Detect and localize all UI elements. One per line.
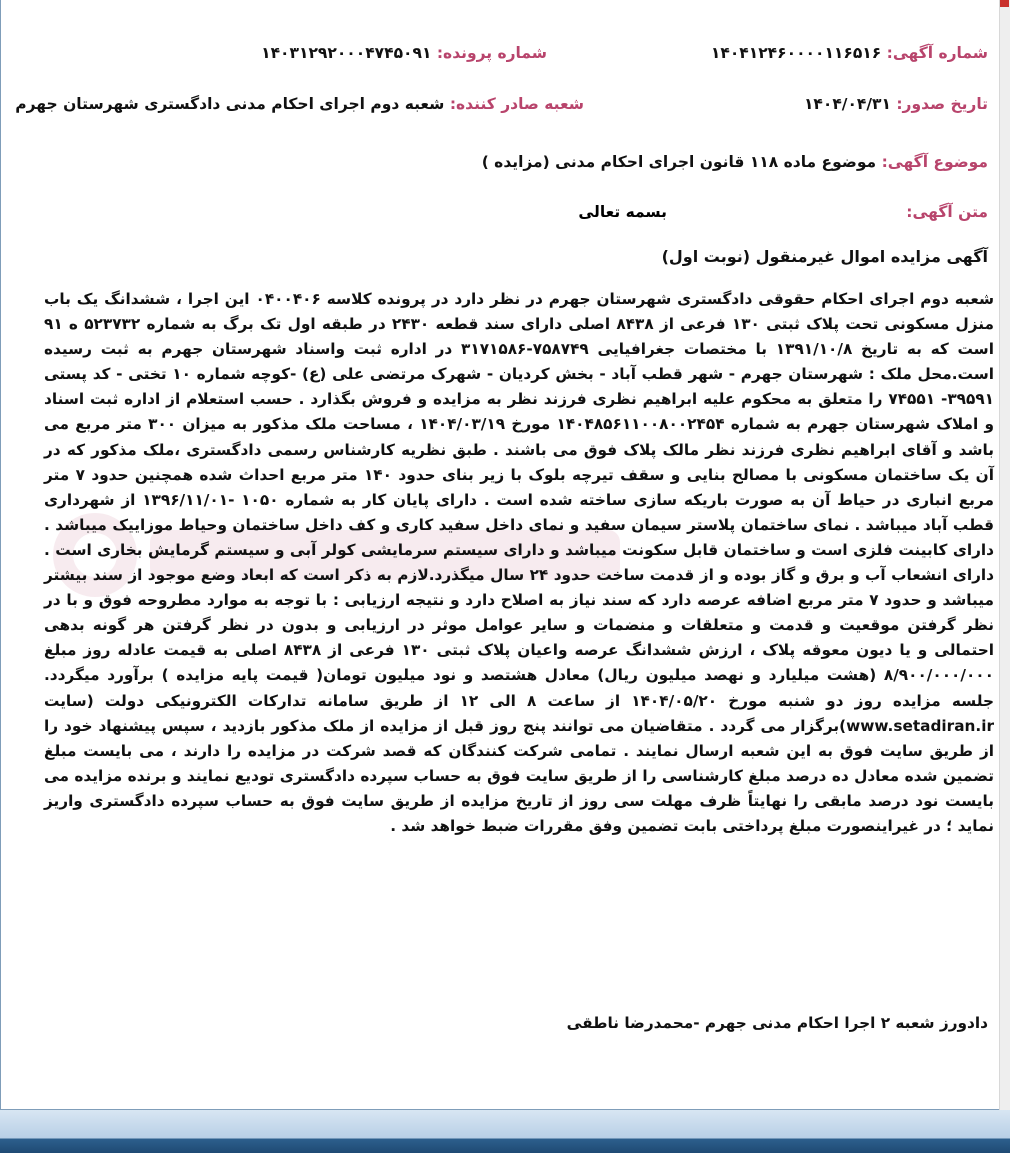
subject-row xyxy=(482,153,988,171)
notice-title: آگهی مزایده اموال غیرمنقول (نوبت اول) xyxy=(661,247,988,266)
window-bottom-bar xyxy=(0,1110,1010,1153)
issue-date-row xyxy=(804,95,988,113)
text-label: متن آگهی: xyxy=(906,203,988,221)
ad-number-row xyxy=(711,44,988,62)
signature: دادورز شعبه ۲ اجرا احکام مدنی جهرم -محمدرضا ناطقی xyxy=(566,1014,988,1032)
subject-label: موضوع آگهی: xyxy=(881,153,988,171)
case-number-label: شماره پرونده: xyxy=(436,44,547,62)
ad-number-label: شماره آگهی: xyxy=(886,44,988,62)
close-icon[interactable] xyxy=(1000,0,1009,7)
case-number-row xyxy=(261,44,547,62)
issue-date-label: تاریخ صدور: xyxy=(896,95,988,113)
basmala: بسمه تعالی xyxy=(578,203,667,221)
vertical-scrollbar[interactable] xyxy=(999,0,1010,1110)
case-number: ۱۴۰۳۱۲۹۲۰۰۰۴۷۴۵۰۹۱ xyxy=(261,44,432,62)
text-label-row xyxy=(906,203,988,221)
issuer-row xyxy=(15,95,584,113)
subject: موضوع ماده ۱۱۸ قانون اجرای احکام مدنی (مزایده ) xyxy=(481,153,877,171)
issuer-label: شعبه صادر کننده: xyxy=(449,95,584,113)
notice-body: شعبه دوم اجرای احکام حقوقی دادگستری شهرستان جهرم در نظر دارد در پرونده کلاسه ۰۴۰۰۴۰۶ این اجرا ، ششدانگ یک باب منزل مسکونی تحت پلاک ثبتی ۱۳۰ فرعی از ۸۴۳۸ اصلی دارای سند قطعه ۲۴۳۰ در طبقه اول تک برگ به شماره ۵۲۳۷۳۲ ه ۹۱ است که به تاریخ ۱۳۹۱/۱۰/۸ با مختصات جغرافیایی ۷۵۸۷۴۹-۳۱۷۱۵۸۶ در اداره ثبت واسناد شهرستان جهرم به ثبت رسیده است.محل ملک : شهرستان جهرم - شهر قطب آباد - بخش کردیان - شهرک مرتضی علی (ع) -کوچه شماره ۱۰ تختی - کد پستی ۳۹۵۹۱- ۷۴۵۵۱ را متعلق به محکوم علیه ابراهیم نظری فرزند نظر به مزایده و فروش بگذارد . حسب استعلام از اداره ثبت اسناد و املاک شهرستان جهرم به شماره ۱۴۰۴۸۵۶۱۱۰۰۸۰۰۲۴۵۴ مورخ ۱۴۰۴/۰۳/۱۹ ، مساحت ملک مذکور به میزان ۳۰۰ متر مربع می باشد و آقای ابراهیم نظری فرزند نظر مالک پلاک فوق می باشند . طبق نظریه کارشناس رسمی دادگستری ،ملک مذکور که در آن یک ساختمان مسکونی با مصالح بنایی و سقف تیرچه بلوک با زیر بنای حدود ۱۴۰ متر مربع احداث شده همچنین حدود ۷ متر مربع انباری در حیاط آن به صورت باریکه سازی ساخته شده است . دارای پایان کار به شماره ۱۰۵۰ -۱۳۹۶/۱۱/۰۱ از شهرداری قطب آباد میباشد . نمای ساختمان پلاستر سیمان سفید و نمای داخل سفید کاری و کف داخل ساختمان وحیاط موزاییک میباشد . دارای کابینت فلزی است و ساختمان قابل سکونت میباشد و دارای سیستم سرمایشی کولر آبی و سیستم گرمایش بخاری است . دارای انشعاب آب و برق و گاز بوده و از قدمت ساخت حدود ۲۴ سال میگذرد.لازم به ذکر است که ابعاد وضع موجود از سند بیشتر میباشد و حدود ۷ متر مربع اضافه عرصه دارد که سند نیاز به اصلاح دارد و نتیجه ارزیابی : با توجه به موارد مطروحه فوق و با در نظر گرفتن موقعیت و قدمت و متعلقات و منضمات و سایر عوامل موثر در ارزیابی و بدون در نظر گرفتن هر گونه بدهی احتمالی و یا دیون معوقه پلاک ، ارزش ششدانگ عرصه واعیان پلاک ثبتی ۱۳۰ فرعی از ۸۴۳۸ اصلی به قیمت عادله روز مبلغ ۸/۹۰۰/۰۰۰/۰۰۰ (هشت میلیارد و نهصد میلیون ریال) معادل هشتصد و نود میلیون تومان( قیمت پایه مزایده ) برآورد میگردد. جلسه مزایده روز دو شنبه مورخ ۱۴۰۴/۰۵/۲۰ از ساعت ۸ الی ۱۲ از طریق سامانه تدارکات الکترونیکی دولت (سایت www.setadiran.ir)برگزار می گردد . متقاضیان می توانند پنج روز قبل از مزایده از ملک مذکور بازدید ، سپس پیشنهاد خود را از طریق سایت فوق به این شعبه ارسال نمایند . تمامی شرکت کنندگان که قصد شرکت در مزایده را دارند ، می بایست مبلغ تضمین شده معادل ده درصد مبلغ کارشناسی را از طریق سایت فوق به حساب سپرده دادگستری توديع نمایند و برنده مزایده می بایست نود درصد مابقی را نهایتاً ظرف مهلت سی روز از تاریخ مزایده از طریق سایت فوق به حساب سپرده دادگستری واریز نماید ؛ در غیراینصورت مبلغ پرداختی بابت تضمین وفق مقررات ضبط خواهد شد . xyxy=(44,290,995,835)
ad-number: ۱۴۰۴۱۲۴۶۰۰۰۰۱۱۶۵۱۶ xyxy=(710,44,882,62)
issue-date: ۱۴۰۴/۰۴/۳۱ xyxy=(803,95,891,113)
issuer: شعبه دوم اجرای احکام مدنی دادگستری شهرستان جهرم xyxy=(15,95,445,113)
